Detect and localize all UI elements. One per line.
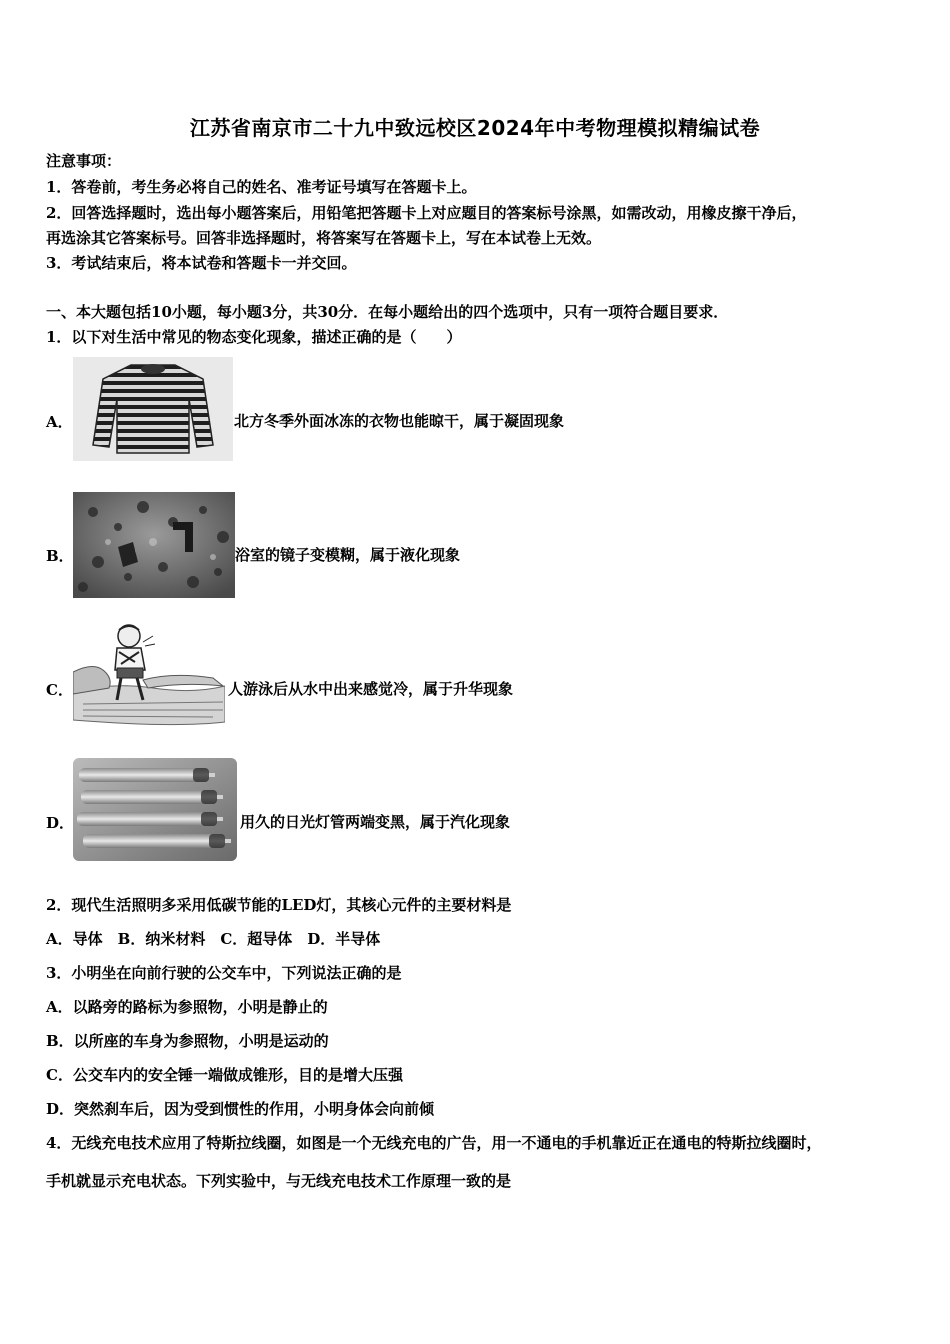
notice-item: 2．回答选择题时，选出每小题答案后，用铅笔把答题卡上对应题目的答案标号涂黑，如需改动，用橡皮擦干净后， <box>46 204 807 222</box>
question-4-stem-line-2: 手机就显示充电状态。下列实验中，与无线充电技术工作原理一致的是 <box>46 1172 512 1190</box>
page-title: 江苏省南京市二十九中致远校区2024年中考物理模拟精编试卷 <box>189 116 761 140</box>
option-c-letter: C． <box>46 681 73 699</box>
question-3-option-a: A．以路旁的路标为参照物，小明是静止的 <box>46 998 328 1016</box>
option-b-text: 浴室的镜子变模糊，属于液化现象 <box>235 546 461 564</box>
option-d-text: 用久的日光灯管两端变黑，属于汽化现象 <box>240 813 511 831</box>
question-3-option-b: B．以所座的车身为参照物，小明是运动的 <box>46 1032 329 1050</box>
sweater-photo <box>73 357 233 461</box>
question-3-option-c: C．公交车内的安全锤一端做成锥形，目的是增大压强 <box>46 1066 403 1084</box>
option-a-letter: A． <box>46 413 73 431</box>
option-c-text: 人游泳后从水中出来感觉冷，属于升华现象 <box>228 680 514 698</box>
notice-heading: 注意事项： <box>46 152 122 170</box>
question-1-stem: 1．以下对生活中常见的物态变化现象，描述正确的是（ ） <box>46 328 462 346</box>
notice-item: 1．答卷前，考生务必将自己的姓名、准考证号填写在答题卡上。 <box>46 178 477 196</box>
option-d-letter: D． <box>46 814 75 832</box>
section-heading: 一、本大题包括10小题，每小题3分，共30分．在每小题给出的四个选项中，只有一项符合题目要求． <box>46 303 729 321</box>
fluorescent-tubes-photo <box>73 758 237 861</box>
question-4-stem-line-1: 4．无线充电技术应用了特斯拉线圈，如图是一个无线充电的广告，用一不通电的手机靠近正在通电的特斯拉线圈时， <box>46 1134 822 1152</box>
question-3-stem: 3．小明坐在向前行驶的公交车中，下列说法正确的是 <box>46 964 402 982</box>
option-a-text: 北方冬季外面冰冻的衣物也能晾干，属于凝固现象 <box>234 412 565 430</box>
question-3-option-d: D．突然刹车后，因为受到惯性的作用，小明身体会向前倾 <box>46 1100 435 1118</box>
notice-item: 再选涂其它答案标号。回答非选择题时，将答案写在答题卡上，写在本试卷上无效。 <box>46 229 602 247</box>
option-b-letter: B． <box>46 547 74 565</box>
question-2-options: A．导体 B．纳米材料 C．超导体 D．半导体 <box>46 930 381 948</box>
question-2-stem: 2．现代生活照明多采用低碳节能的LED灯，其核心元件的主要材料是 <box>46 896 512 914</box>
notice-item: 3．考试结束后，将本试卷和答题卡一并交回。 <box>46 254 357 272</box>
swimmer-drawing <box>73 622 225 728</box>
foggy-mirror-photo <box>73 492 235 598</box>
